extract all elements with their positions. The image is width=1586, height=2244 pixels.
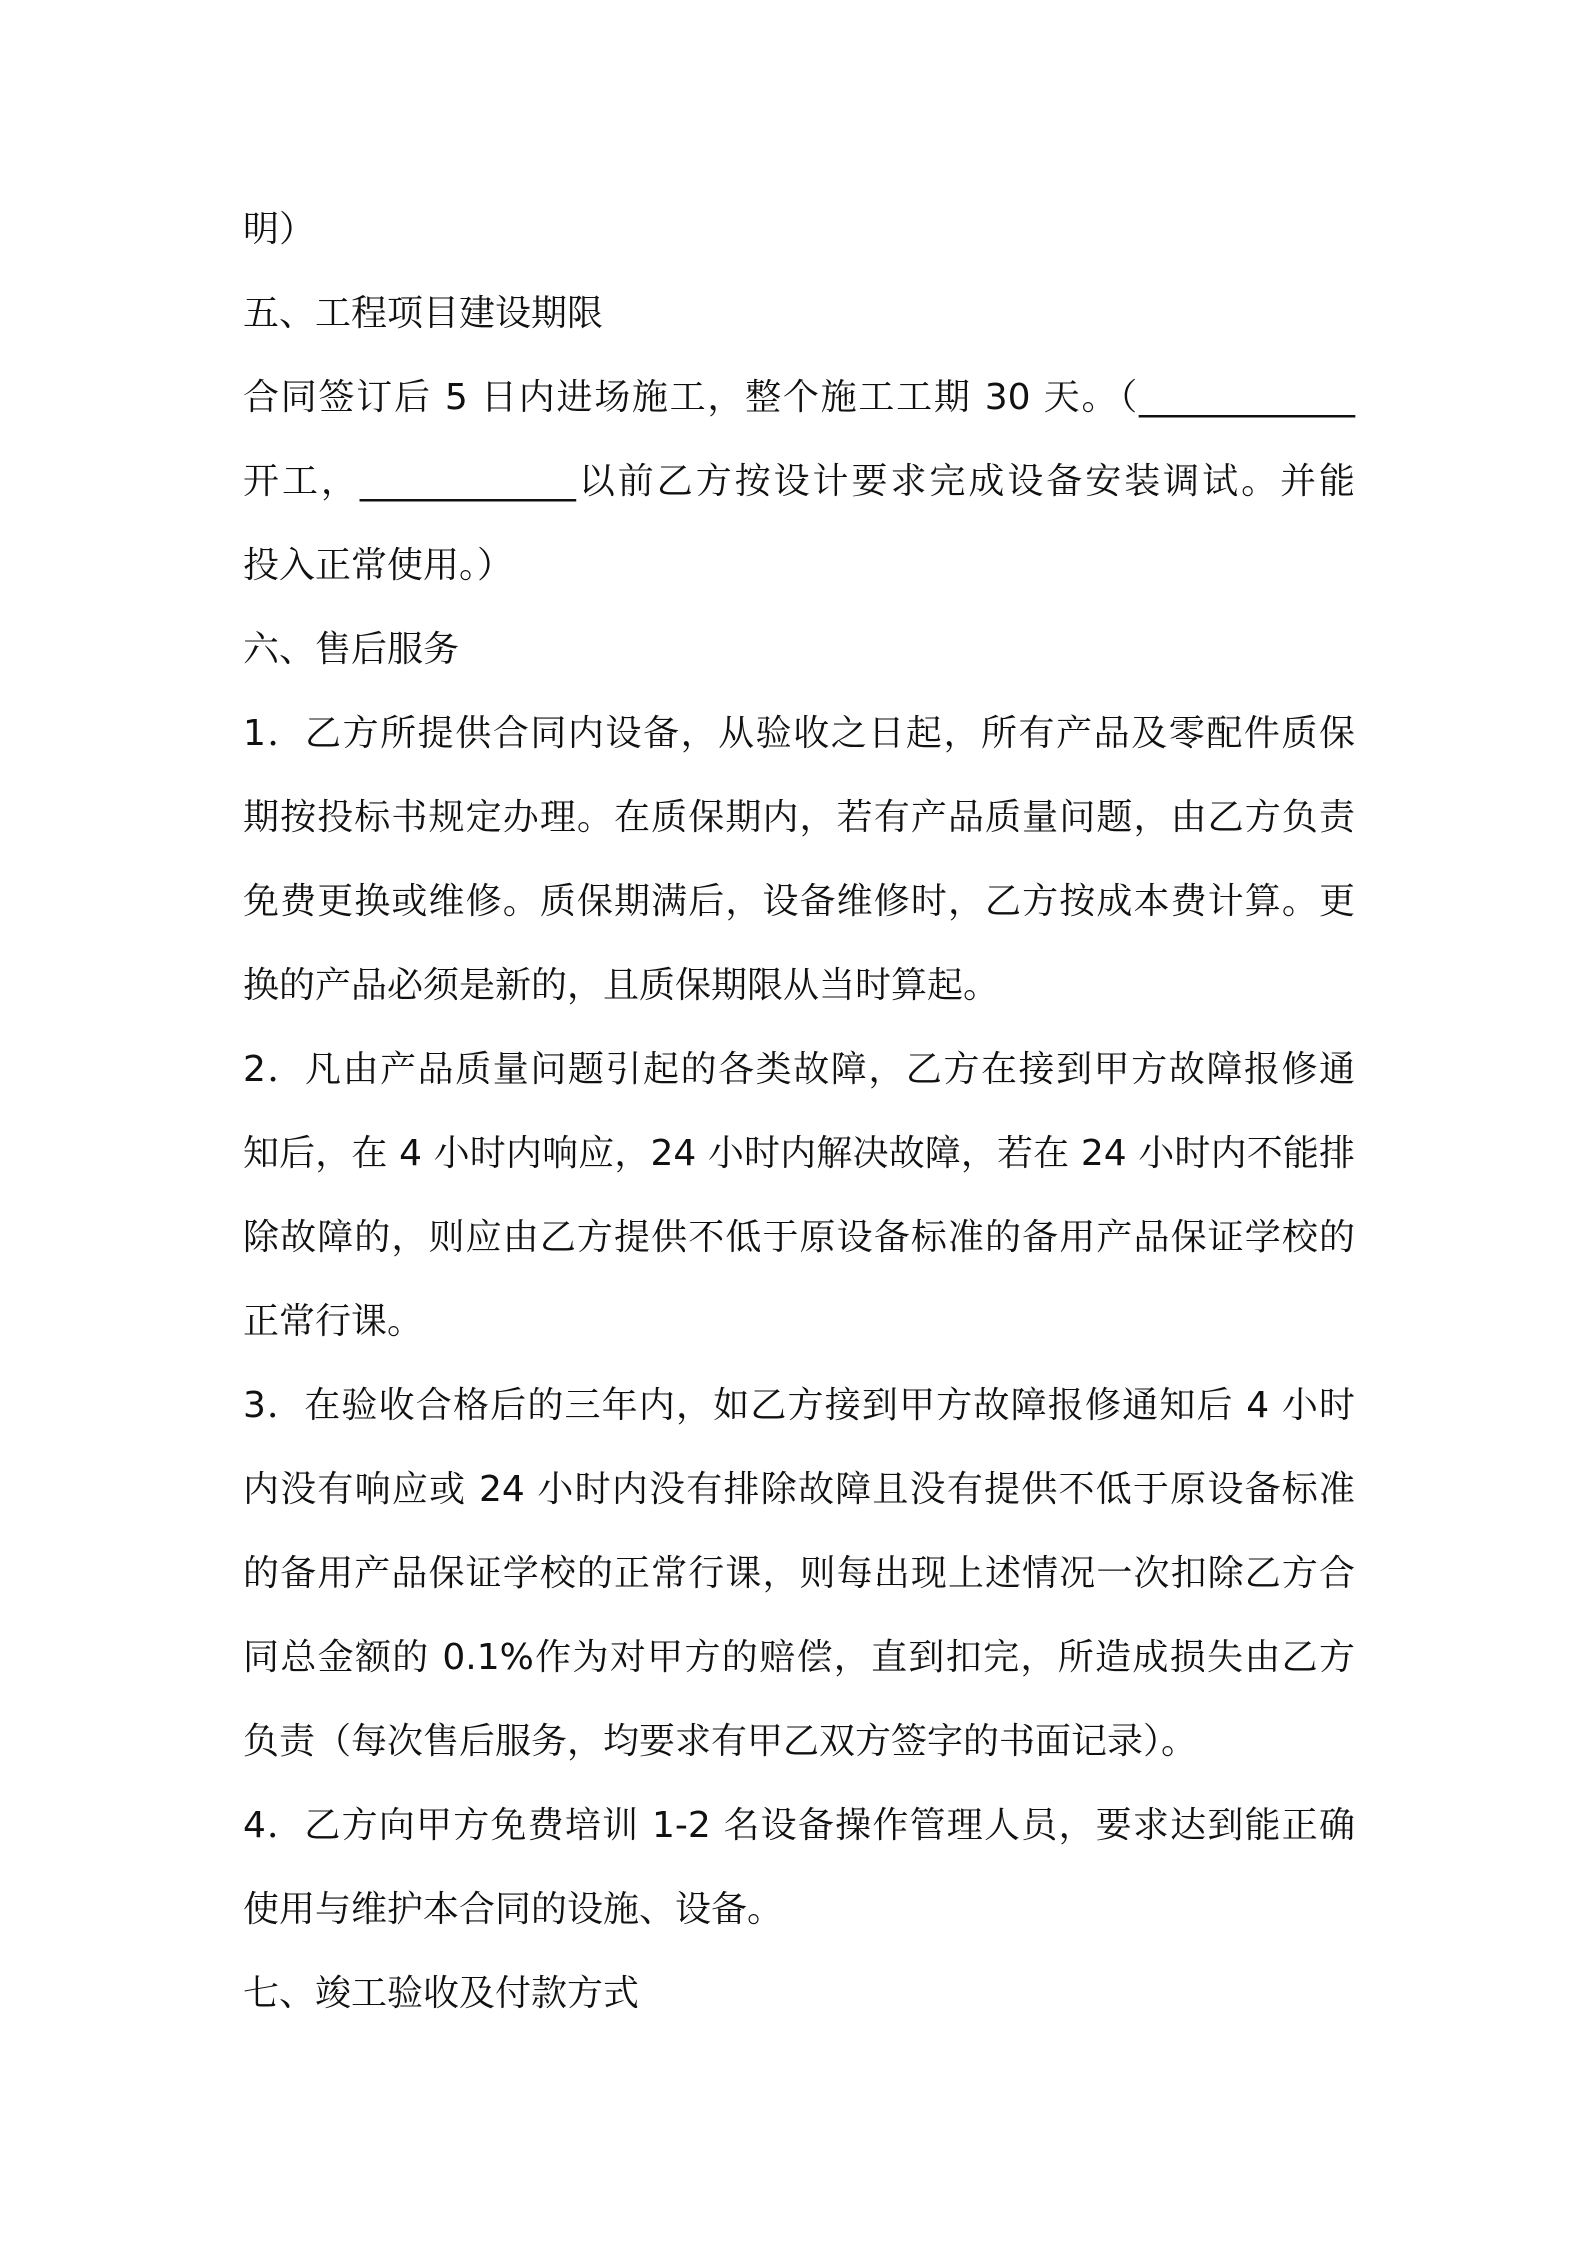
text-line: 明）	[243, 209, 316, 250]
text-line: 换的产品必须是新的，且质保期限从当时算起。	[243, 965, 1000, 1006]
text-line: 开工，____________以前乙方按设计要求完成设备安装调试。并能	[243, 461, 1355, 502]
text-line: 除故障的，则应由乙方提供不低于原设备标准的备用产品保证学校的	[243, 1217, 1355, 1258]
text-line: 同总金额的 0.1%作为对甲方的赔偿，直到扣完，所造成损失由乙方	[243, 1637, 1355, 1678]
text-line: 内没有响应或 24 小时内没有排除故障且没有提供不低于原设备标准	[243, 1469, 1355, 1510]
text-line: 投入正常使用。）	[243, 545, 514, 586]
text-line: 负责（每次售后服务，均要求有甲乙双方签字的书面记录）。	[243, 1721, 1198, 1762]
section-heading: 七、竣工验收及付款方式	[243, 1973, 640, 2014]
text-line: 4．乙方向甲方免费培训 1-2 名设备操作管理人员，要求达到能正确	[243, 1805, 1355, 1846]
text-line: 1．乙方所提供合同内设备，从验收之日起，所有产品及零配件质保	[243, 713, 1355, 754]
text-line: 使用与维护本合同的设施、设备。	[243, 1889, 784, 1930]
text-line: 的备用产品保证学校的正常行课，则每出现上述情况一次扣除乙方合	[243, 1553, 1355, 1594]
text-line: 免费更换或维修。质保期满后，设备维修时，乙方按成本费计算。更	[243, 881, 1355, 922]
text-line: 2．凡由产品质量问题引起的各类故障，乙方在接到甲方故障报修通	[243, 1049, 1355, 1090]
text-line: 期按投标书规定办理。在质保期内，若有产品质量问题，由乙方负责	[243, 797, 1355, 838]
section-heading: 五、工程项目建设期限	[243, 293, 604, 334]
text-line: 合同签订后 5 日内进场施工，整个施工工期 30 天。（____________	[243, 377, 1355, 418]
text-line: 知后，在 4 小时内响应，24 小时内解决故障，若在 24 小时内不能排	[243, 1133, 1355, 1174]
text-line: 3．在验收合格后的三年内，如乙方接到甲方故障报修通知后 4 小时	[243, 1385, 1355, 1426]
section-heading: 六、售后服务	[243, 629, 460, 670]
text-line: 正常行课。	[243, 1301, 424, 1342]
